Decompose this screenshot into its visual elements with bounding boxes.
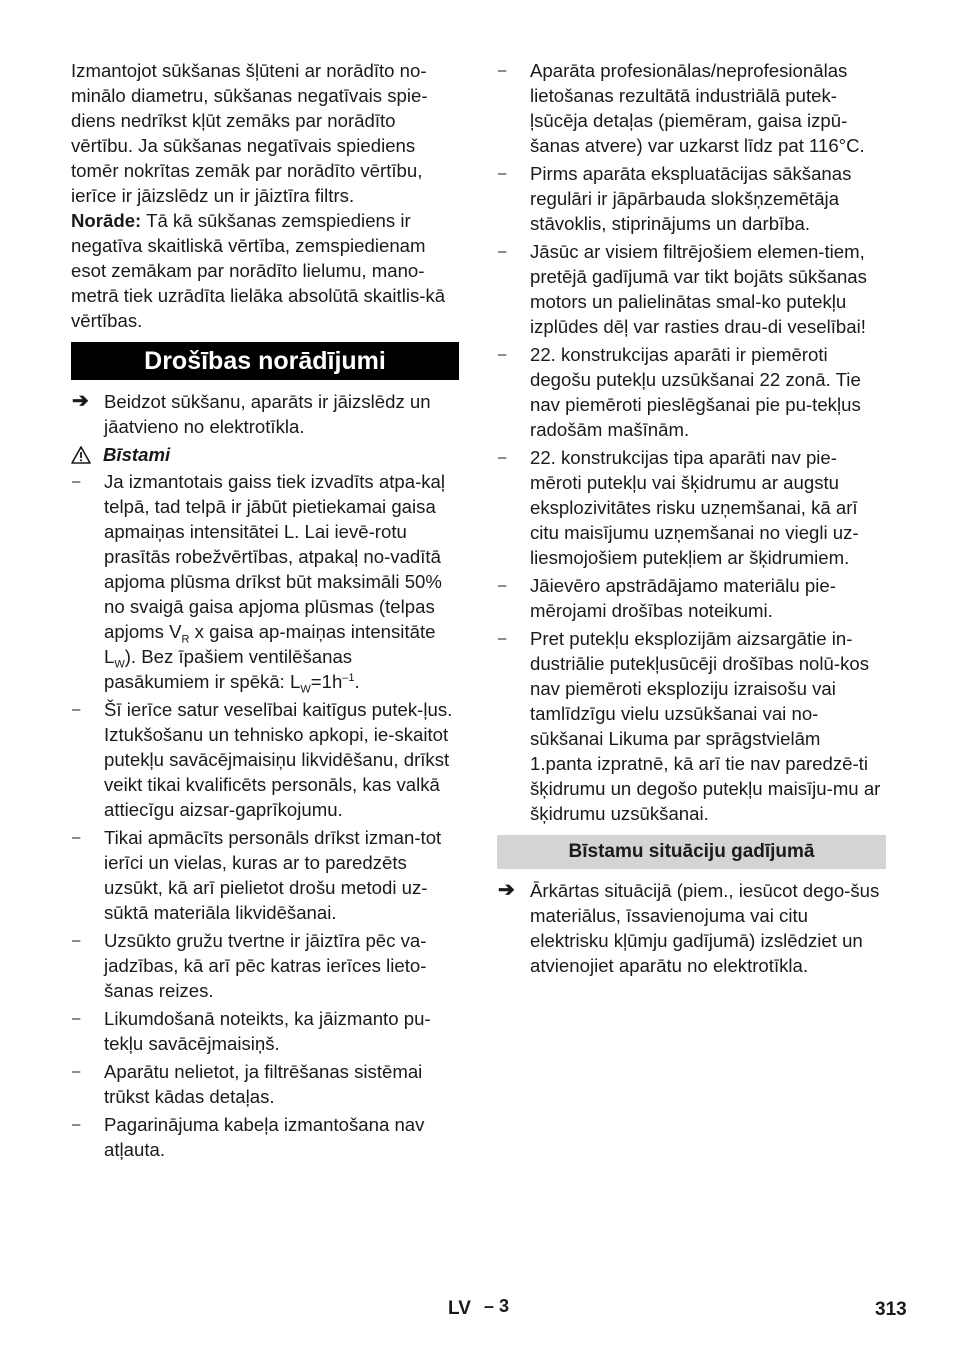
dash-bullet: –	[72, 701, 81, 718]
ventilation-text-part: Ja izmantotais gaiss tiek izvadīts atpa-kaļ telpā, tad telpā ir jābūt pietiekamai gaisa apmaiņas intensitātei L. Lai ievē-rotu prasītās robežvērtības, atpakaļ no-vadītā apjoma plūsma drīkst būt maksimāli 50% no svaigā gaisa apjoma plūsmas (telpas apjoms V	[104, 471, 446, 642]
arrow-list-item	[71, 389, 459, 439]
ventilation-text	[104, 469, 459, 694]
dash-bullet: –	[72, 932, 81, 949]
dash-bullet: –	[498, 165, 507, 182]
list-item-text: Pret putekļu eksplozijām aizsargātie in-dustriālie putekļusūcēji drošības nolū-kos nav piemēroti eksploziju izraisošu vai tamlīdzīgu vielu uzsūkšanai vai no-sūkšanai Likuma par sprāgstvielām 1.panta izpratnē, kā arī tie nav paredzē-ti šķidrumu un degošo putekļu maisīju-mu ar šķidrumu uzsūkšanai.	[530, 628, 881, 824]
list-item-text: Pagarinājuma kabeļa izmantošana nav atļauta.	[104, 1114, 425, 1160]
footer-page-number: 313	[875, 1299, 907, 1320]
dash-bullet: –	[72, 1063, 81, 1080]
ventilation-text-part: x gaisa ap-maiņas intensitāte L	[104, 621, 436, 667]
dash-bullet: –	[72, 1116, 81, 1133]
dash-bullet: –	[72, 1010, 81, 1027]
list-item	[71, 697, 459, 822]
warning-line	[71, 442, 459, 467]
subsection-title: Bīstamu situāciju gadījumā	[497, 835, 886, 869]
arrow-right-icon: ➔	[72, 390, 89, 412]
ventilation-text-part: =1h	[310, 671, 343, 692]
list-item	[497, 342, 886, 442]
note-text: Tā kā sūkšanas zemspiediens ir negatīva skaitliskā vērtība, zemspiedienam esot zemākam par norādīto lielumu, mano-metrā tiek uzrādīta lielāka absolūtā skaitlis-kā vērtības.	[71, 210, 446, 331]
list-item-text: Aparāta profesionālas/neprofesionālas lietošanas rezultātā industriālā putek-ļsūcēja detaļas (piemēram, gaisa izpū-šanas atvere) var uzkarst līdz pat 116°C.	[530, 60, 865, 156]
dash-bullet: –	[498, 62, 507, 79]
dash-bullet: –	[498, 577, 507, 594]
list-item-text: Jāievēro apstrādājamo materiālu pie-mērojami drošības noteikumi.	[530, 575, 836, 621]
dash-bullet: –	[72, 473, 81, 490]
footer-language: LV	[448, 1298, 471, 1319]
warning-label: Bīstami	[103, 444, 171, 465]
list-item-text: Tikai apmācīts personāls drīkst izman-tot ierīci un vielas, kuras ar to paredzēts uzsūkt, kā arī pielietot drošu metodi uz-sūktā materiāla likvidēšanai.	[104, 827, 442, 923]
superscript-exponent: –1	[342, 671, 355, 684]
arrow-list-item	[497, 878, 886, 978]
list-item-text: 22. konstrukcijas aparāti ir piemēroti degošu putekļu uzsūkšanai 22 zonā. Tie nav piemēroti pieslēgšanai pie pu-tekļus radošām mašīnām.	[530, 344, 861, 440]
dash-bullet: –	[498, 630, 507, 647]
list-item	[497, 161, 886, 236]
dash-bullet: –	[498, 346, 507, 363]
arrow-item-text: Beidzot sūkšanu, aparāts ir jāizslēdz un jāatvieno no elektrotīkla.	[104, 391, 431, 437]
note-paragraph	[71, 208, 459, 333]
subscript-w: W	[114, 658, 125, 671]
arrow-item-text: Ārkārtas situācijā (piem., iesūcot dego-šus materiālus, īssavienojuma vai citu elektrisku kļūmju gadījumā) izslēdziet un atvienojiet aparātu no elektrotīkla.	[530, 880, 880, 976]
intro-paragraph: Izmantojot sūkšanas šļūteni ar norādīto no-minālo diametru, sūkšanas negatīvais spie-diens nedrīkst kļūt zemāks par norādīto vērtību. Ja sūkšanas negatīvais spiediens tomēr nokrītas zemāk par norādīto vērtību, ierīce ir jāizslēdz un ir jāiztīra filtrs.	[71, 60, 428, 206]
list-item-text: Likumdošanā noteikts, ka jāizmanto pu-tekļu savācējmaisiņš.	[104, 1008, 431, 1054]
section-title: Drošības norādījumi	[71, 342, 459, 380]
list-item-text: Aparātu nelietot, ja filtrēšanas sistēmai trūkst kādas detaļas.	[104, 1061, 423, 1107]
dash-bullet: –	[72, 829, 81, 846]
list-item	[497, 573, 886, 623]
note-label: Norāde:	[71, 210, 142, 231]
arrow-right-icon: ➔	[498, 879, 515, 901]
list-item-text: Jāsūc ar visiem filtrējošiem elemen-tiem, pretējā gadījumā var tikt bojāts sūkšanas motors un palielinātas smal-ko putekļu izplūdes dēļ var rasties drau-di veselībai!	[530, 241, 867, 337]
list-item-text: Šī ierīce satur veselībai kaitīgus putek-ļus. Iztukšošanu un tehnisko apkopi, ie-skaitot putekļu savācējmaisiņu likvidēšanu, drīkst veikt tikai kvalificēts personāls, kas valkā attiecīgu aizsar-gaprīkojumu.	[104, 699, 453, 820]
list-item	[71, 1112, 459, 1162]
left-column	[71, 58, 459, 1165]
ventilation-text-part: ). Bez īpašiem ventilēšanas pasākumiem ir spēkā: L	[104, 646, 353, 692]
list-item	[497, 58, 886, 158]
list-item	[71, 1059, 459, 1109]
subscript-r: R	[181, 633, 190, 646]
list-item-text: 22. konstrukcijas tipa aparāti nav pie-mēroti putekļu vai šķidrumu ar augstu eksplozivitātes risku uzņemšanai, kā arī citu maisījumu uzņemšanai no viegli uz-liesmojošiem putekļiem ar šķidrumiem.	[530, 447, 859, 568]
right-column	[497, 58, 886, 981]
warning-triangle-icon	[71, 446, 103, 464]
list-item	[497, 445, 886, 570]
list-item	[71, 1006, 459, 1056]
ventilation-text-part: .	[354, 671, 360, 692]
footer-section-page: – 3	[484, 1296, 510, 1316]
list-item	[71, 928, 459, 1003]
dash-bullet: –	[498, 243, 507, 260]
list-item-text: Pirms aparāta ekspluatācijas sākšanas regulāri ir jāpārbauda slokšņzemētāja stāvoklis, stiprinājums un darbība.	[530, 163, 852, 234]
list-item	[497, 626, 886, 826]
list-item	[71, 825, 459, 925]
list-item	[497, 239, 886, 339]
subscript-w: W	[300, 683, 311, 696]
list-item-text: Uzsūkto gružu tvertne ir jāiztīra pēc va-jadzības, kā arī pēc katras ierīces lieto-šanas reizes.	[104, 930, 427, 1001]
list-item-ventilation	[71, 469, 459, 694]
dash-bullet: –	[498, 449, 507, 466]
